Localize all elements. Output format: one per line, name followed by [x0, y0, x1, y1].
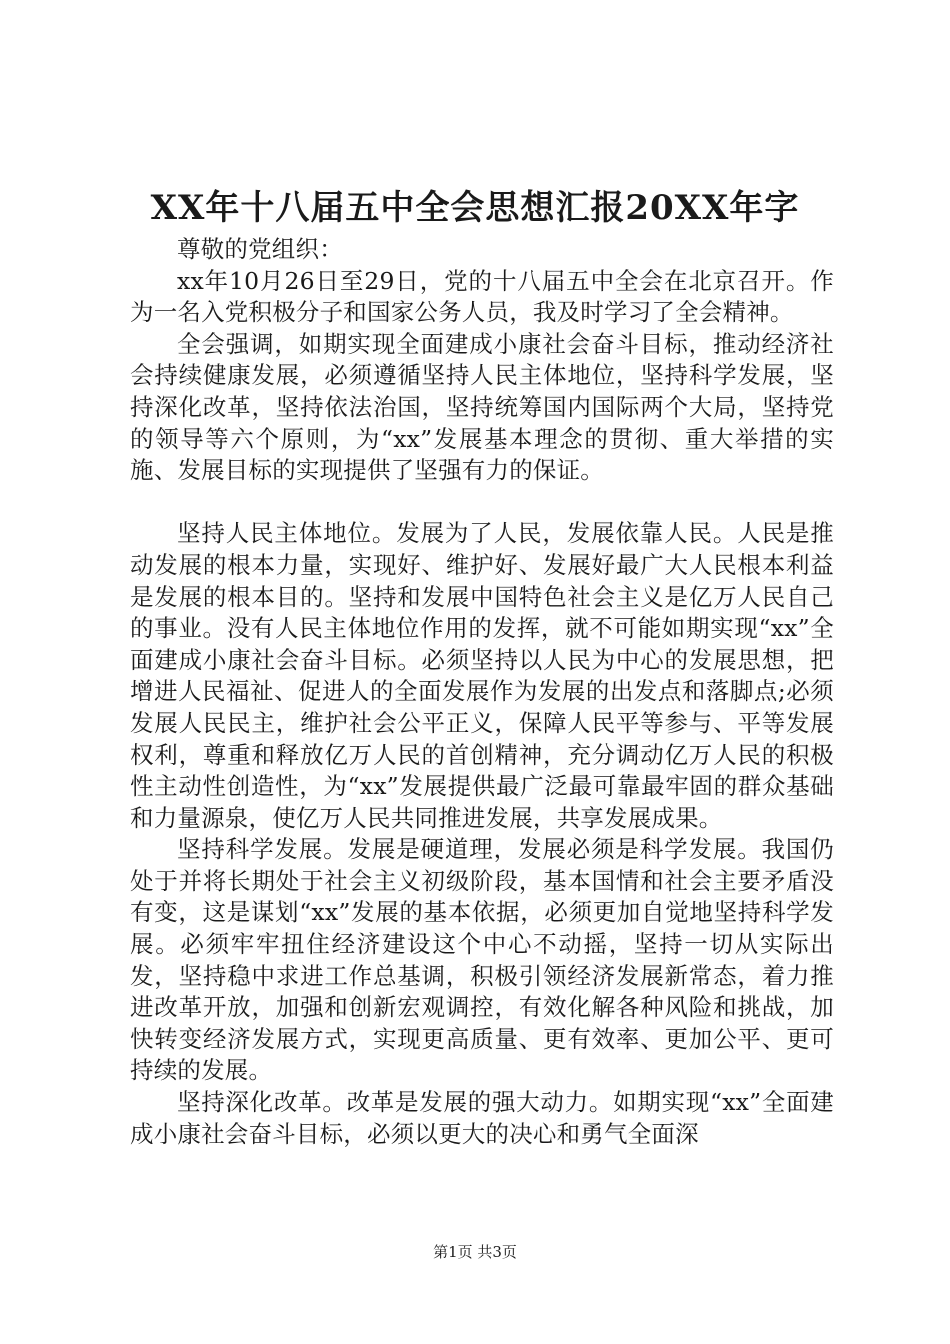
paragraph-2: 全会强调，如期实现全面建成小康社会奋斗目标，推动经济社会持续健康发展，必须遵循坚持人民主体地位，坚持科学发展，坚持深化改革，坚持依法治国，坚持统筹国内国际两个大局，坚持党的领导等六个原则，为“xx”发展基本理念的贯彻、重大举措的实施、发展目标的实现提供了坚强有力的保证。 [130, 329, 834, 485]
salutation: 尊敬的党组织： [177, 235, 343, 263]
paragraph-4: 坚持科学发展。发展是硬道理，发展必须是科学发展。我国仍处于并将长期处于社会主义初级阶段，基本国情和社会主要矛盾没有变，这是谋划“xx”发展的基本依据，必须更加自觉地坚持科学发展。必须牢牢扭住经济建设这个中心不动摇，坚持一切从实际出发，坚持稳中求进工作总基调，积极引领经济发展新常态，着力推进改革开放，加强和创新宏观调控，有效化解各种风险和挑战，加快转变经济发展方式，实现更高质量、更有效率、更加公平、更可持续的发展。 [130, 835, 834, 1085]
document-title: XX年十八届五中全会思想汇报20XX年字 [150, 188, 800, 228]
page-footer: 第1页 共3页 [433, 1243, 517, 1261]
paragraph-5: 坚持深化改革。改革是发展的强大动力。如期实现“xx”全面建成小康社会奋斗目标，必须以更大的决心和勇气全面深 [130, 1088, 834, 1148]
paragraph-1: xx年10月26日至29日，党的十八届五中全会在北京召开。作为一名入党积极分子和国家公务人员，我及时学习了全会精神。 [130, 266, 834, 327]
document-body [130, 234, 834, 1150]
paragraph-3: 坚持人民主体地位。发展为了人民，发展依靠人民。人民是推动发展的根本力量，实现好、维护好、发展好最广大人民根本利益是发展的根本目的。坚持和发展中国特色社会主义是亿万人民自己的事业。没有人民主体地位作用的发挥，就不可能如期实现“xx”全面建成小康社会奋斗目标。必须坚持以人民为中心的发展思想，把增进人民福祉、促进人的全面发展作为发展的出发点和落脚点;必须发展人民民主，维护社会公平正义，保障人民平等参与、平等发展权利，尊重和释放亿万人民的首创精神，充分调动亿万人民的积极性主动性创造性，为“xx”发展提供最广泛最可靠最牢固的群众基础和力量源泉，使亿万人民共同推进发展，共享发展成果。 [130, 519, 834, 832]
